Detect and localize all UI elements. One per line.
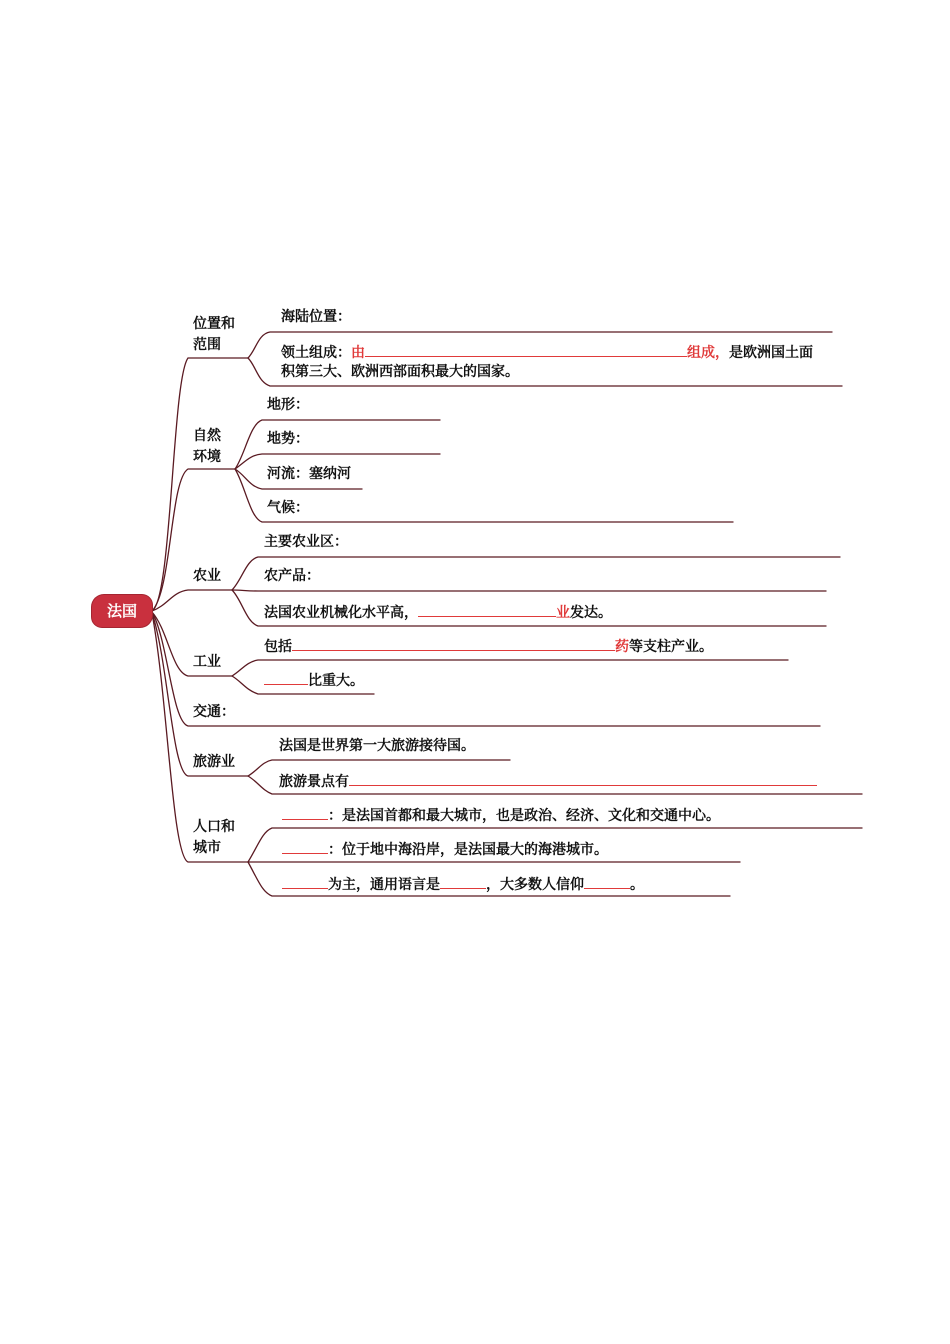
category-population <box>193 817 235 859</box>
mech-ye: 业 <box>556 605 570 621</box>
agri-mechanization <box>264 601 612 623</box>
agri-products: 农产品： <box>264 568 320 584</box>
category-agriculture: 农业 <box>193 568 221 584</box>
category-nature <box>193 426 221 468</box>
category-location-line1: 位置和 <box>193 316 235 332</box>
category-transport: 交通： <box>193 704 235 720</box>
language-blank <box>440 873 486 889</box>
climate: 气候： <box>267 500 309 516</box>
territory-line1 <box>281 341 813 363</box>
territory-zucheng: 组成， <box>687 345 729 361</box>
terrain: 地形： <box>267 397 309 413</box>
industry-share <box>264 669 364 691</box>
people-religion: ，大多数人信仰 <box>486 877 584 893</box>
category-nature-line1: 自然 <box>193 428 221 444</box>
religion-blank <box>584 873 630 889</box>
people-blank <box>282 873 328 889</box>
sea-land-position: 海陆位置： <box>281 309 351 325</box>
tourism-spots <box>279 770 817 792</box>
territory-you: 由 <box>351 345 365 361</box>
share-suffix: 比重大。 <box>308 673 364 689</box>
category-industry: 工业 <box>193 654 221 670</box>
industry-include <box>264 635 713 657</box>
share-blank <box>264 669 308 685</box>
connector-transport <box>152 612 820 726</box>
people-language-religion <box>282 873 644 895</box>
include-prefix: 包括 <box>264 639 292 655</box>
spots-blank <box>349 770 817 786</box>
category-location <box>193 314 235 356</box>
capital-city <box>282 804 720 826</box>
category-location-line2: 范围 <box>193 337 221 353</box>
include-blank <box>292 635 615 651</box>
spots-prefix: 旅游景点有 <box>279 774 349 790</box>
relief: 地势： <box>267 431 309 447</box>
people-end: 。 <box>630 877 644 893</box>
capital-blank <box>282 804 328 820</box>
main-agri-region: 主要农业区： <box>264 534 348 550</box>
include-suffix: 等支柱产业。 <box>629 639 713 655</box>
river: 河流：塞纳河 <box>267 466 351 482</box>
mech-blank <box>418 601 556 617</box>
port-city <box>282 838 608 860</box>
territory-line2: 积第三大、欧洲西部面积最大的国家。 <box>281 364 519 380</box>
people-main: 为主，通用语言是 <box>328 877 440 893</box>
category-nature-line2: 环境 <box>193 449 221 465</box>
port-text: ：位于地中海沿岸，是法国最大的海港城市。 <box>328 842 608 858</box>
mech-prefix: 法国农业机械化水平高， <box>264 605 418 621</box>
category-population-line2: 城市 <box>193 840 221 856</box>
mech-suffix: 发达。 <box>570 605 612 621</box>
territory-prefix: 领土组成： <box>281 345 351 361</box>
territory-suffix: 是欧洲国土面 <box>729 345 813 361</box>
category-tourism: 旅游业 <box>193 754 235 770</box>
connector-agriculture <box>152 590 232 611</box>
territory-blank <box>365 341 687 357</box>
category-population-line1: 人口和 <box>193 819 235 835</box>
root-node: 法国 <box>92 595 152 627</box>
capital-text: ：是法国首都和最大城市，也是政治、经济、文化和交通中心。 <box>328 808 720 824</box>
tourism-reception: 法国是世界第一大旅游接待国。 <box>279 738 475 754</box>
port-blank <box>282 838 328 854</box>
include-yao: 药 <box>615 639 629 655</box>
